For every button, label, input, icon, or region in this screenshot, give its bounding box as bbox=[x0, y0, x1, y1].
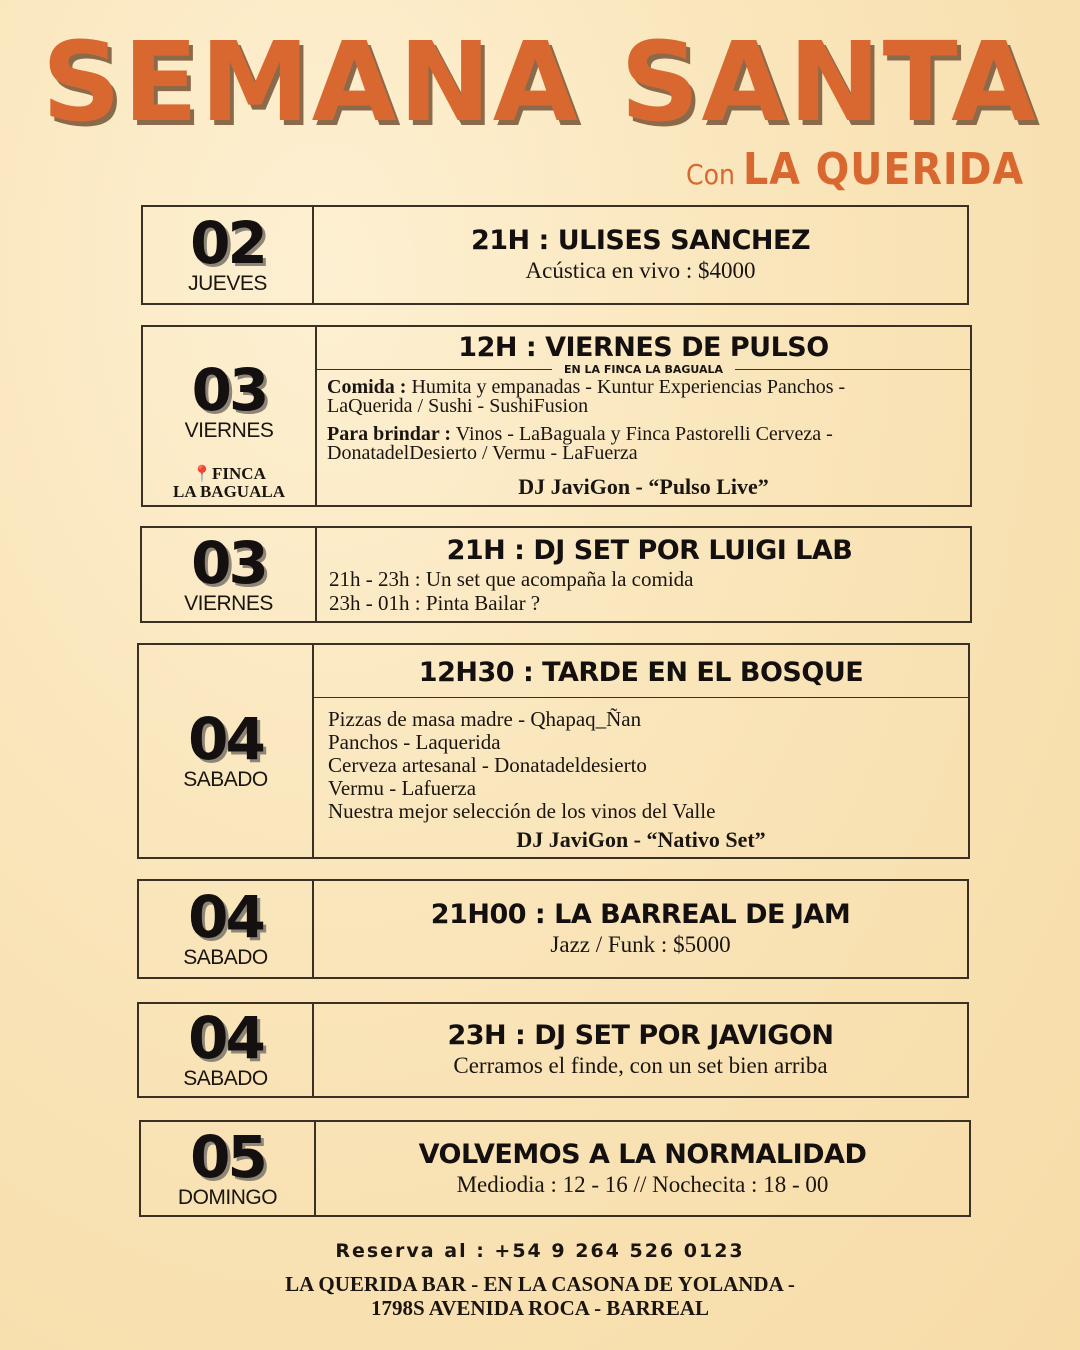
event-info bbox=[314, 881, 967, 977]
event-date bbox=[143, 207, 314, 303]
day-name: VIERNES bbox=[184, 591, 273, 615]
food-text: Humita y empanadas - Kuntur Experiencias Panchos - LaQuerida / Sushi - SushiFusion bbox=[327, 376, 846, 417]
list-item: Vermu - Lafuerza bbox=[328, 776, 477, 800]
event-info bbox=[317, 327, 970, 505]
day-number: 04 bbox=[188, 883, 263, 951]
reservation-phone: Reserva al : +54 9 264 526 0123 bbox=[335, 1240, 745, 1262]
day-name: DOMINGO bbox=[177, 1185, 278, 1209]
page-title: SEMANA SANTA bbox=[41, 18, 1039, 146]
subtitle-prefix: Con bbox=[686, 158, 735, 191]
map-pin-icon: 📍 bbox=[192, 465, 213, 483]
divider bbox=[735, 369, 970, 370]
day-name: SABADO bbox=[183, 768, 268, 791]
event-info bbox=[314, 1004, 967, 1096]
list-item: Panchos - Laquerida bbox=[328, 730, 501, 754]
day-number: 04 bbox=[188, 705, 263, 773]
tagline-row bbox=[317, 363, 970, 376]
event-title: 12H : VIERNES DE PULSO bbox=[458, 332, 829, 363]
location-line-2: LA BAGUALA bbox=[173, 481, 285, 501]
event-date bbox=[139, 881, 314, 977]
address bbox=[0, 1272, 1080, 1320]
event-title: 23H : DJ SET POR JAVIGON bbox=[447, 1020, 834, 1051]
event-info bbox=[317, 528, 970, 621]
day-number: 03 bbox=[191, 355, 267, 424]
address-line-2: 1798S AVENIDA ROCA - BARREAL bbox=[370, 1296, 709, 1320]
day-number: 04 bbox=[188, 1004, 263, 1072]
food-line bbox=[327, 378, 910, 416]
event-card-jueves-02 bbox=[141, 205, 969, 305]
event-info bbox=[316, 1122, 969, 1215]
event-info bbox=[314, 645, 968, 857]
event-card-viernes-03-luigi bbox=[140, 526, 972, 623]
brand-name: LA QUERIDA bbox=[742, 144, 1025, 195]
event-subtitle: Acústica en vivo : $4000 bbox=[525, 258, 756, 283]
event-date bbox=[141, 1122, 316, 1215]
event-tagline: EN LA FINCA LA BAGUALA bbox=[563, 363, 724, 376]
event-date bbox=[143, 327, 317, 505]
event-subtitle: Mediodia : 12 - 16 // Nochecita : 18 - 00 bbox=[456, 1171, 829, 1197]
event-card-domingo-05 bbox=[139, 1120, 971, 1217]
event-dj: DJ JaviGon - “Nativo Set” bbox=[516, 827, 766, 852]
event-card-sabado-04-bosque bbox=[137, 643, 970, 859]
event-location bbox=[173, 465, 285, 500]
event-title: 21H : ULISES SANCHEZ bbox=[470, 225, 811, 256]
event-line-2: 23h - 01h : Pinta Bailar ? bbox=[329, 590, 541, 615]
brand-subtitle bbox=[686, 140, 1024, 209]
event-date bbox=[142, 528, 317, 621]
event-dj: DJ JaviGon - “Pulso Live” bbox=[518, 474, 769, 499]
day-number: 02 bbox=[190, 209, 265, 277]
food-label: Comida : bbox=[327, 376, 407, 398]
day-name: SABADO bbox=[183, 1067, 268, 1090]
address-line-1: LA QUERIDA BAR - EN LA CASONA DE YOLANDA - bbox=[285, 1272, 795, 1296]
event-details bbox=[317, 378, 970, 472]
event-card-viernes-03-pulso bbox=[141, 325, 972, 507]
event-title: VOLVEMOS A LA NORMALIDAD bbox=[418, 1138, 867, 1170]
event-date bbox=[139, 645, 314, 857]
event-title: 21H : DJ SET POR LUIGI LAB bbox=[446, 534, 853, 566]
event-title: 21H00 : LA BARREAL DE JAM bbox=[430, 899, 851, 930]
divider bbox=[314, 697, 968, 698]
divider bbox=[317, 369, 552, 370]
event-card-sabado-04-jam bbox=[137, 879, 969, 979]
event-card-sabado-04-javigon bbox=[137, 1002, 969, 1098]
drink-line bbox=[327, 425, 910, 463]
list-item: Pizzas de masa madre - Qhapaq_Ñan bbox=[328, 707, 642, 731]
event-subtitle: Cerramos el finde, con un set bien arriba bbox=[453, 1053, 828, 1078]
day-name: SABADO bbox=[183, 946, 268, 969]
event-items bbox=[314, 708, 968, 823]
event-line-1: 21h - 23h : Un set que acompaña la comida bbox=[329, 566, 694, 591]
day-number: 05 bbox=[190, 1122, 265, 1191]
day-name: JUEVES bbox=[188, 272, 267, 295]
location-line-1: FINCA bbox=[212, 463, 266, 483]
event-subtitle: Jazz / Funk : $5000 bbox=[550, 932, 731, 957]
event-info bbox=[314, 207, 967, 303]
day-number: 03 bbox=[191, 528, 266, 597]
drink-label: Para brindar : bbox=[327, 423, 452, 445]
event-title: 12H30 : TARDE EN EL BOSQUE bbox=[418, 657, 864, 688]
event-date bbox=[139, 1004, 314, 1096]
list-item: Cerveza artesanal - Donatadeldesierto bbox=[328, 753, 647, 777]
drink-text: Vinos - LaBaguala y Finca Pastorelli Cerveza - DonatadelDesierto / Vermu - LaFuerza bbox=[327, 423, 833, 464]
day-name: VIERNES bbox=[184, 418, 274, 442]
list-item: Nuestra mejor selección de los vinos del Valle bbox=[328, 799, 716, 823]
